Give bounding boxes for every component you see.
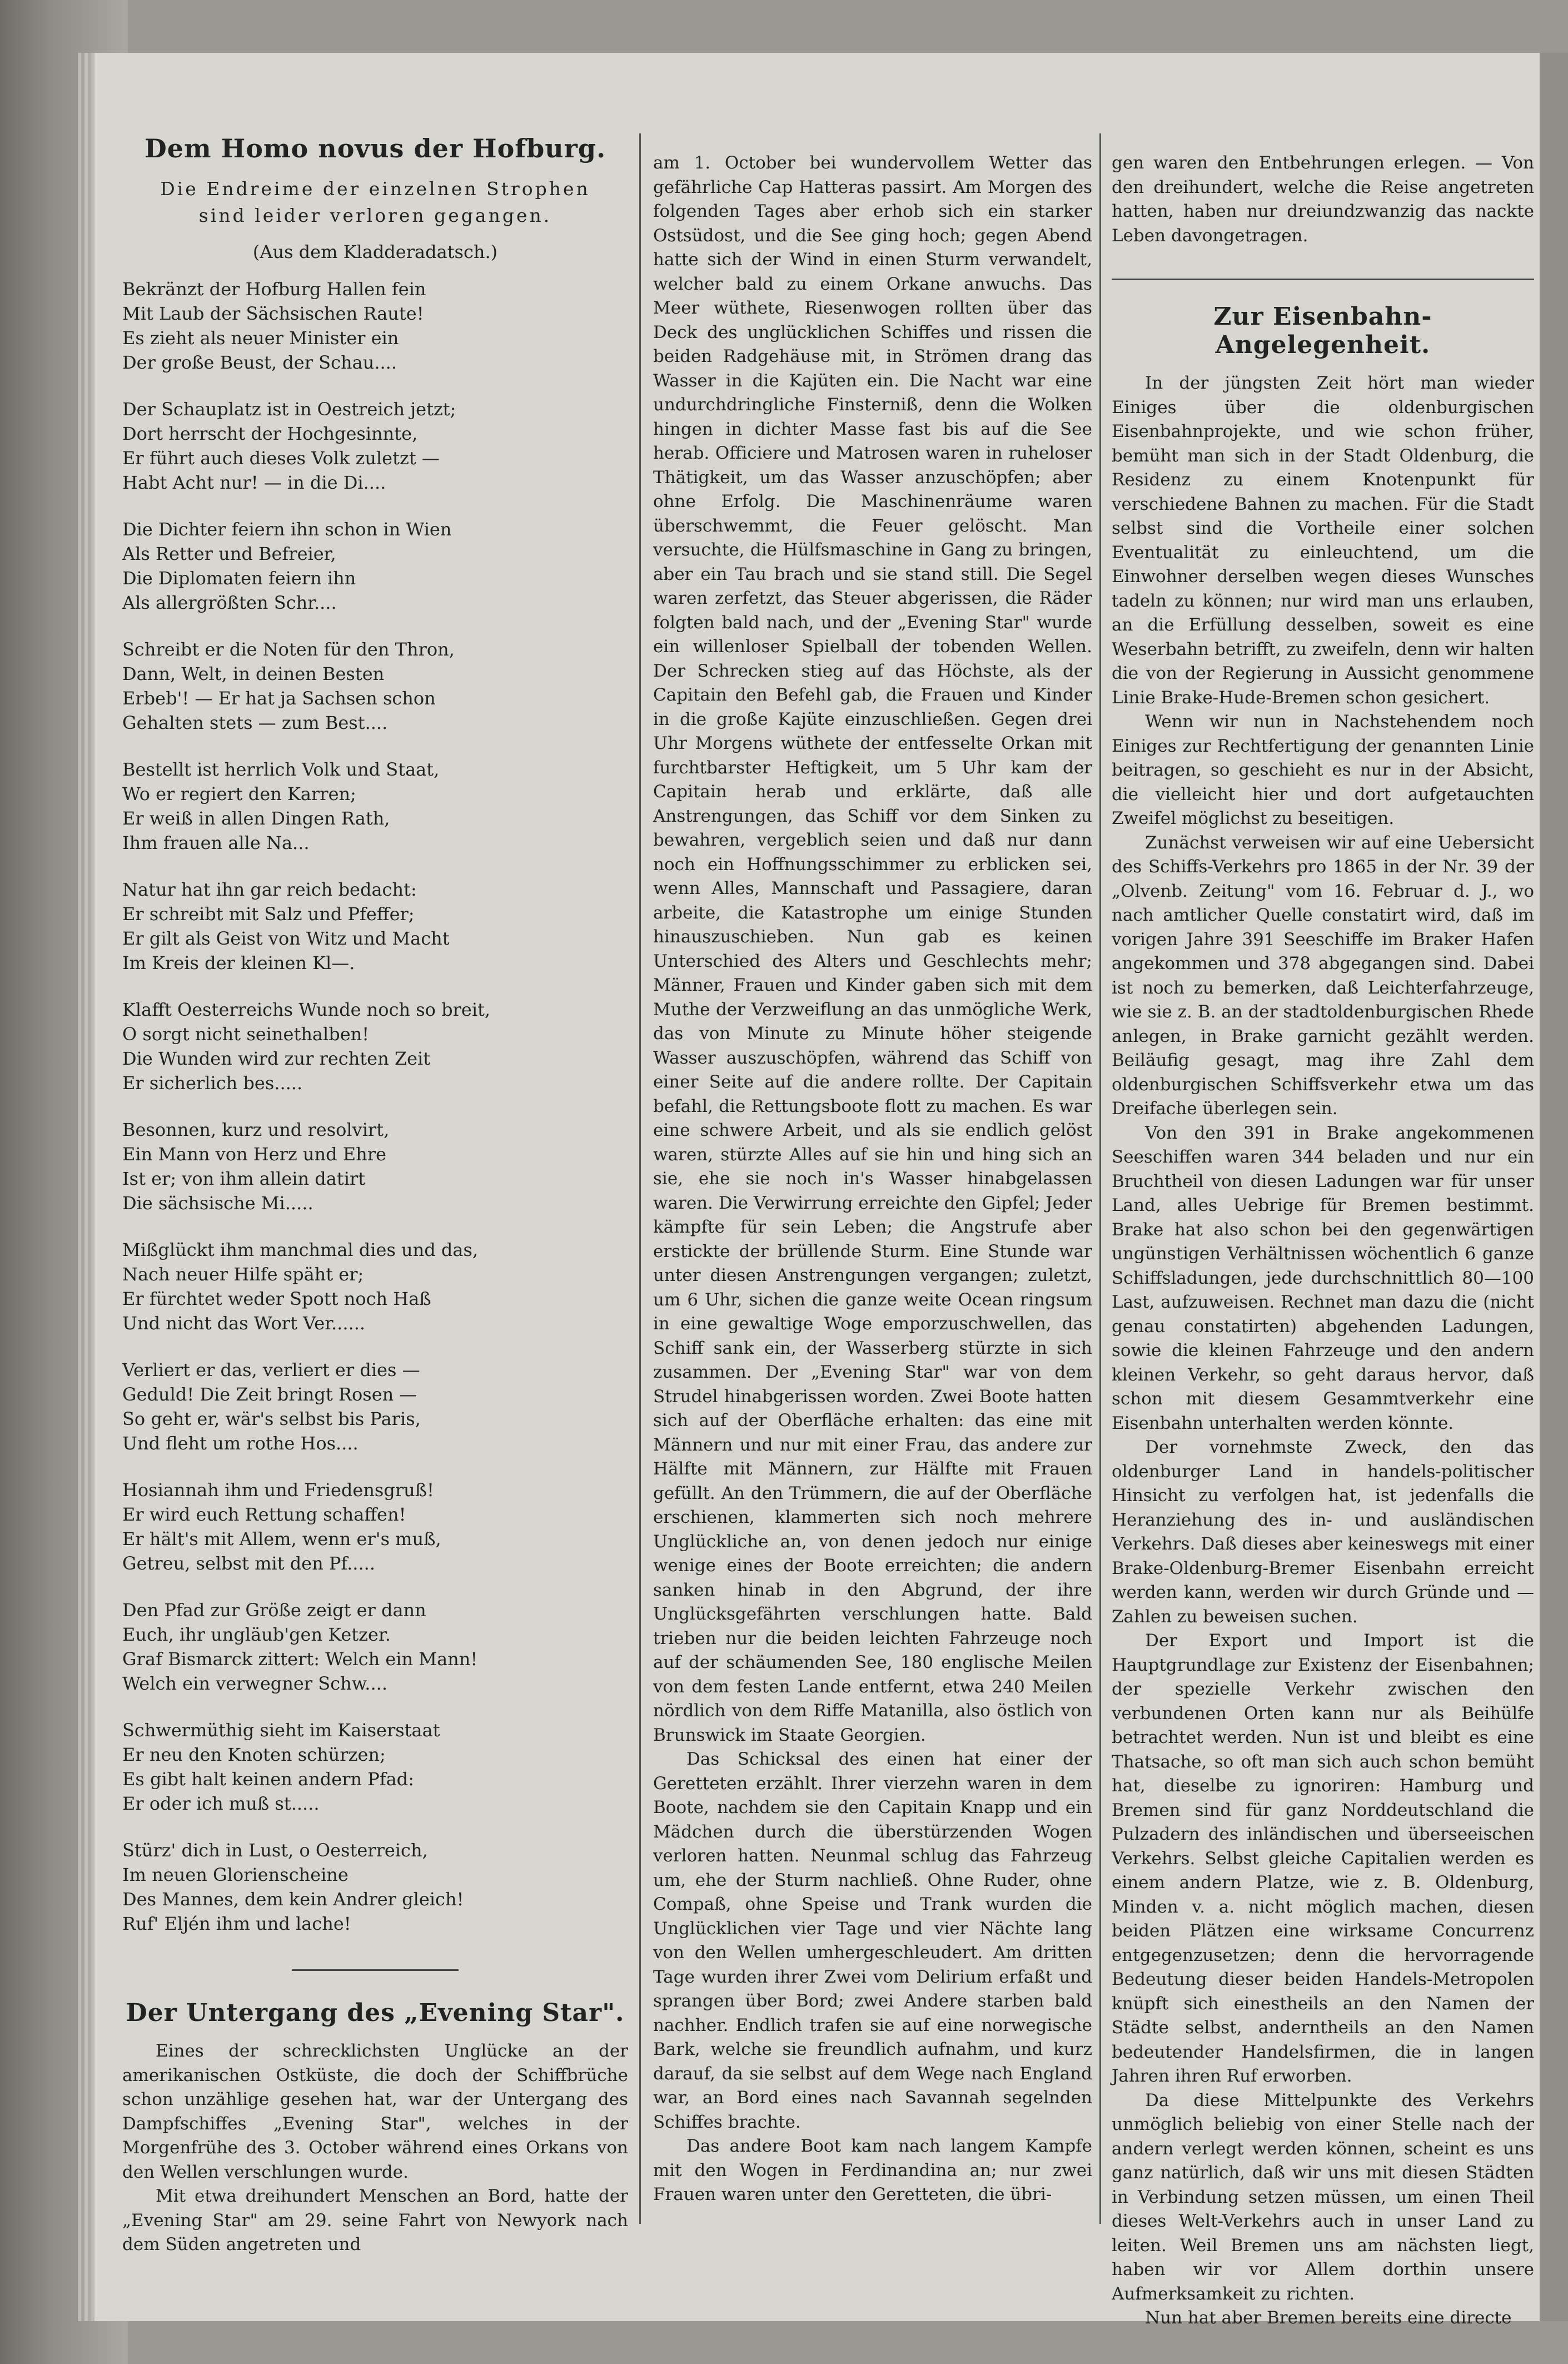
article-railway-para: Der vornehmste Zweck, den das oldenburger Land in handels-politischer Hinsicht zu verfolgen hat, ist jedenfalls die Heranziehung des in- und ausländischen Verkehrs. Daß dieses aber keineswegs mit einer Brake-Oldenburg-Bremer Eisenbahn erreicht werden kann, werden wir durch Gründe und — Zahlen zu beweisen suchen. — [1112, 1437, 1534, 1627]
poem-line: Die Dichter feiern ihn schon in Wien — [122, 519, 452, 540]
poem-stanza — [122, 1358, 628, 1456]
article-evening-star-title: Der Untergang des „Evening Star". — [126, 1999, 625, 2027]
article-evening-star-cont-1: am 1. October bei wundervollem Wetter das gefährliche Cap Hatteras passirt. Am Morgen des folgenden Tages aber erhob sich ein starker Ostsüdost, und die See ging hoch; gegen Abend hatte sich der Wind in einen Sturm verwandelt, welcher bald zu einem Orkane anwuchs. Das Meer wüthete, Riesenwogen rollten über das Deck des unglücklichen Schiffes und rissen die beiden Radgehäuse mit, in Strömen drang das Wasser in die Kajüten ein. Die Nacht war eine undurchdringliche Finsterniß, denn die Wolken hingen in dichter Masse fast bis auf die See herab. Officiere und Matrosen waren in ruheloser Thätigkeit, um das Wasser anzuschöpfen; aber ohne Erfolg. Die Maschinenräume waren überschwemmt, die Feuer gelöscht. Man versuchte, die Hülfsmaschine in Gang zu bringen, aber ein Tau brach und sie stand still. Die Segel waren zerfetzt, das Steuer abgerissen, die Räder folgten bald nach, und der „Evening Star" wurde ein willenloser Spielball der tobenden Wellen. Der Schrecken stieg auf das Höchste, als der Capitain den Befehl gab, die Frauen und Kinder in die große Kajüte einzuschließen. Gegen drei Uhr Morgens wüthete der entfesselte Orkan mit furchtbarster Heftigkeit, um 5 Uhr kam der Capitain herab und erklärte, daß alle Anstrengungen, das Schiff vor dem Sinken zu bewahren, vergeblich seien und daß nur dann noch ein Hoffnungsschimmer zu erblicken sei, wenn Alles, Mannschaft und Passagiere, daran arbeite, die Katastrophe um einige Stunden hinauszuschieben. Nun gab es keinen Unterschied des Alters und Geschlechts mehr; Männer, Frauen und Kinder gaben sich mit dem Muthe der Verzweiflung an das unmögliche Werk, das von Minute zu Minute höher steigende Wasser auszuschöpfen, während das Schiff von einer Seite auf die andere rollte. Der Capitain befahl, die Rettungsboote flott zu machen. Es war eine schwere Arbeit, und als sie endlich gelöst waren, stürzte Alles auf sie hin und hing sich an sie, ehe sie noch in's Wasser hinabgelassen waren. Die Verwirrung erreichte den Gipfel; Jeder kämpfte für sein Leben; die Angstrufe aber erstickte der brüllende Sturm. Eine Stunde war unter diesen Anstrengungen vergangen; zuletzt, um 6 Uhr, sichen die ganze weite Ocean ringsum in eine gewaltige Woge emporzuschwellen, das Schiff sank ein, der Wasserberg stürzte in sich zusammen. Der „Evening Star" war von dem Strudel hinabgerissen worden. Zwei Boote hatten sich auf der Oberfläche erhalten: das eine mit Männern und nur mit einer Frau, das andere zur Hälfte mit Männern, zur Hälfte mit Frauen gefüllt. An den Trümmern, die auf der Oberfläche erschienen, klammerten sich noch mehrere Unglückliche an, von denen jedoch nur einige wenige eines der Boote erreichten; die andern sanken hinab in den Abgrund, der ihre Unglücksgefährten verschlungen hatte. Bald trieben nur die beiden leichten Fahrzeuge noch auf der schäumenden See, 180 englische Meilen von dem festen Lande entfernt, etwa 240 Meilen nördlich von dem Riffe Matanilla, also östlich von Brunswick im Staate Georgien. — [653, 153, 1092, 1745]
poem-line: Mit Laub der Sächsischen Raute! — [122, 303, 424, 324]
poem-stanza — [122, 397, 628, 495]
poem-line: Natur hat ihn gar reich bedacht: — [122, 879, 417, 900]
poem-line: Graf Bismarck zittert: Welch ein Mann! — [122, 1648, 478, 1670]
poem-subtitle-line-1: Die Endreime der einzelnen Strophen — [160, 178, 590, 200]
poem-line: Schwermüthig sieht im Kaiserstaat — [122, 1720, 440, 1741]
poem-stanzas — [122, 277, 628, 1936]
poem-line: Dann, Welt, in deinen Besten — [122, 663, 385, 684]
column-rule-1 — [639, 133, 641, 2224]
poem-line: Welch ein verwegner Schw.... — [122, 1673, 387, 1694]
article-evening-star-para-2: Mit etwa dreihundert Menschen an Bord, hatte der „Evening Star" am 29. seine Fahrt von Newyork nach dem Süden angetreten und — [122, 2186, 628, 2254]
poem-stanza — [122, 757, 628, 855]
poem-line: Er gilt als Geist von Witz und Macht — [122, 928, 450, 949]
poem-line: Die Diplomaten feiern ihn — [122, 568, 356, 589]
article-railway-body — [1112, 371, 1534, 2331]
column-1 — [122, 100, 628, 2254]
column-rule-2 — [1099, 133, 1101, 2224]
poem-line: Nach neuer Hilfe späht er; — [122, 1264, 364, 1285]
poem-line: Als Retter und Befreier, — [122, 543, 336, 564]
poem-line: Er fürchtet weder Spott noch Haß — [122, 1288, 431, 1309]
poem-stanza — [122, 277, 628, 375]
poem-line: Er schreibt mit Salz und Pfeffer; — [122, 903, 415, 925]
poem-line: Im neuen Glorienscheine — [122, 1864, 349, 1885]
poem-line: Es zieht als neuer Minister ein — [122, 327, 399, 349]
article-railway-para: In der jüngsten Zeit hört man wieder Einiges über die oldenburgischen Eisenbahnprojekte, und wie schon früher, bemüht man sich in der Stadt Oldenburg, die Residenz zu einem Knotenpunkt für verschiedene Bahnen zu machen. Für die Stadt selbst sind die Vortheile einer solchen Eventualität zu einleuchtend, um die Einwohner derselben wegen dieses Wunsches tadeln zu können; nur wird man uns erlauben, an die Erfüllung desselben, soweit es eine Weserbahn betrifft, zu zweifeln, denn wir halten die von der Regierung in Aussicht genommene Linie Brake-Hude-Bremen schon gesichert. — [1112, 373, 1534, 708]
poem-stanza — [122, 1118, 628, 1215]
poem-line: Dort herrscht der Hochgesinnte, — [122, 423, 418, 444]
poem-line: Die sächsische Mi..... — [122, 1193, 313, 1214]
poem-line: Habt Acht nur! — in die Di.... — [122, 472, 386, 493]
section-rule — [1112, 279, 1534, 280]
poem-stanza — [122, 997, 628, 1095]
poem-stanza — [122, 517, 628, 615]
article-evening-star-cont-2: Das Schicksal des einen hat einer der Geretteten erzählt. Ihrer vierzehn waren in dem Boote, nachdem sie den Capitain Knapp und ein Mädchen durch die überstürzenden Wogen verloren hatten. Neunmal schlug das Fahrzeug um, ehe der Sturm nachließ. Ohne Ruder, ohne Compaß, ohne Speise und Trank wurden die Unglücklichen vier Tage und vier Nächte lang von den Wellen umhergeschleudert. Am dritten Tage wurden ihrer Zwei vom Delirium erfaßt und sprangen über Bord; zwei Andere starben bald nachher. Endlich trafen sie auf eine norwegische Bark, welche sie freundlich aufnahm, und kurz darauf, da sie selbst auf dem Wege nach England war, an Bord eines nach Savannah segelnden Schiffes brachte. — [653, 1749, 1092, 2132]
poem-line: Er oder ich muß st..... — [122, 1793, 320, 1814]
poem-line: So geht er, wär's selbst bis Paris, — [122, 1408, 421, 1429]
poem-line: Er hält's mit Allem, wenn er's muß, — [122, 1528, 441, 1549]
poem-line: Im Kreis der kleinen Kl—. — [122, 952, 355, 974]
article-railway-title: Zur Eisenbahn-Angelegenheit. — [1213, 302, 1432, 359]
article-railway-para: Nun hat aber Bremen bereits eine directe — [1145, 2308, 1512, 2328]
poem-line: Er neu den Knoten schürzen; — [122, 1744, 386, 1765]
poem-line: Die Wunden wird zur rechten Zeit — [122, 1048, 431, 1069]
poem-line: Schreibt er die Noten für den Thron, — [122, 639, 455, 660]
poem-line: Es gibt halt keinen andern Pfad: — [122, 1769, 414, 1790]
poem-line: Und nicht das Wort Ver...... — [122, 1313, 366, 1334]
poem-line: Gehalten stets — zum Best.... — [122, 712, 388, 733]
poem-line: Und fleht um rothe Hos.... — [122, 1433, 359, 1454]
poem-line: Erbeb'! — Er hat ja Sachsen schon — [122, 688, 436, 709]
poem-line: Des Mannes, dem kein Andrer gleich! — [122, 1889, 464, 1910]
column-3 — [1112, 100, 1534, 2328]
poem-stanza — [122, 1838, 628, 1936]
poem-subtitle-line-2: sind leider verloren gegangen. — [198, 205, 552, 226]
poem-line: Ist er; von ihm allein datirt — [122, 1168, 366, 1189]
poem-line: Klafft Oesterreichs Wunde noch so breit, — [122, 999, 491, 1020]
poem-line: Verliert er das, verliert er dies — — [122, 1359, 420, 1380]
poem-line: Der große Beust, der Schau.... — [122, 352, 397, 373]
poem-source: (Aus dem Kladderadatsch.) — [252, 241, 498, 262]
poem-stanza — [122, 1238, 628, 1335]
poem-line: Ihm frauen alle Na... — [122, 832, 310, 853]
poem-line: Er sicherlich bes..... — [122, 1072, 303, 1094]
poem-stanza — [122, 1478, 628, 1576]
poem-line: Er wird euch Rettung schaffen! — [122, 1504, 406, 1525]
article-evening-star-cont-3: Das andere Boot kam nach langem Kampfe mit den Wogen in Ferdinandina an; nur zwei Frauen waren unter den Geretteten, die übri- — [653, 2136, 1092, 2204]
poem-line: Als allergrößten Schr.... — [122, 592, 337, 613]
article-evening-star-end: gen waren den Entbehrungen erlegen. — Von den dreihundert, welche die Reise angetreten hatten, haben nur dreiundzwanzig das nackte Leben davongetragen. — [1112, 153, 1534, 246]
poem-line: Mißglückt ihm manchmal dies und das, — [122, 1239, 479, 1260]
article-evening-star-para-1: Eines der schrecklichsten Unglücke an der amerikanischen Ostküste, die doch der Schiffbrüche schon unzählige gesehen hat, war der Untergang des Dampfschiffes „Evening Star", welches in der Morgenfrühe des 3. October während eines Orkans von den Wellen verschlungen wurde. — [122, 2041, 628, 2182]
poem-line: O sorgt nicht seinethalben! — [122, 1024, 370, 1045]
poem-line: Bestellt ist herrlich Volk und Staat, — [122, 759, 440, 780]
poem-line: Geduld! Die Zeit bringt Rosen — — [122, 1384, 417, 1405]
poem-line: Euch, ihr ungläub'gen Ketzer. — [122, 1624, 391, 1645]
poem-line: Hosiannah ihm und Friedensgruß! — [122, 1479, 434, 1501]
poem-line: Stürz' dich in Lust, o Oesterreich, — [122, 1840, 428, 1861]
column-2 — [653, 100, 1092, 2229]
poem-stanza — [122, 1598, 628, 1696]
article-railway-para: Da diese Mittelpunkte des Verkehrs unmöglich beliebig von einer Stelle nach der andern verlegt werden können, scheint es uns ganz natürlich, daß wir uns mit diesen Städten in Verbindung setzen müssen, um einen Theil dieses Welt-Verkehrs auch in unser Land zu leiten. Weil Bremen uns am nächsten liegt, haben wir vor Allem dorthin unsere Aufmerksamkeit zu richten. — [1112, 2090, 1534, 2304]
article-railway-para: Wenn wir nun in Nachstehendem noch Einiges zur Rechtfertigung der genannten Linie beitragen, so geschieht es nur in der Absicht, die vielleicht hier und dort aufgetauchten Zweifel möglichst zu beseitigen. — [1112, 712, 1534, 828]
section-separator — [292, 1969, 459, 1971]
poem-stanza — [122, 877, 628, 975]
poem-line: Besonnen, kurz und resolvirt, — [122, 1119, 390, 1140]
article-railway-para: Zunächst verweisen wir auf eine Uebersicht des Schiffs-Verkehrs pro 1865 in der Nr. 39 der „Olvenb. Zeitung" vom 16. Februar d. J., wo nach amtlicher Quelle constatirt wird, daß im vorigen Jahre 391 Seeschiffe im Braker Hafen angekommen und 378 abgegangen sind. Dabei ist noch zu bemerken, daß Leichterfahrzeuge, wie sie z. B. an der stadtoldenburgischen Rhede anlegen, in Brake garnicht gezählt werden. Beiläufig gesagt, mag ihre Zahl dem oldenburgischen Schiffsverkehr etwa um das Dreifache überlegen sein. — [1112, 832, 1534, 1119]
article-railway-para: Der Export und Import ist die Hauptgrundlage zur Existenz der Eisenbahnen; der spezielle Verkehr zwischen den verbundenen Orten kann nur als Beihülfe betrachtet werden. Nun ist und bleibt es eine Thatsache, so oft man sich auch schon bemüht hat, dieselbe zu ignoriren: Hamburg und Bremen sind für ganz Norddeutschland die Pulzadern des inländischen und überseeischen Verkehrs. Selbst gleiche Capitalien werden es einem andern Platze, wie z. B. Oldenburg, Minden v. a. nicht möglich machen, diesen beiden Plätzen eine wirksame Concurrenz entgegenzusetzen; denn die hervorragende Bedeutung dieser beiden Handels-Metropolen knüpft sich einestheils an den Namen der Städte selbst, anderntheils an den Namen bedeutender Handelsfirmen, die in langen Jahren ihren Ruf erworben. — [1112, 1631, 1534, 2086]
poem-line: Er führt auch dieses Volk zuletzt — — [122, 448, 440, 469]
poem-line: Der Schauplatz ist in Oestreich jetzt; — [122, 399, 456, 420]
poem-line: Ein Mann von Herz und Ehre — [122, 1144, 386, 1165]
page-gutter — [1540, 53, 1568, 2321]
poem-title: Dem Homo novus der Hofburg. — [144, 133, 606, 163]
poem-line: Er weiß in allen Dingen Rath, — [122, 808, 390, 829]
poem-line: Wo er regiert den Karren; — [122, 783, 356, 804]
poem-line: Getreu, selbst mit den Pf..... — [122, 1553, 375, 1574]
poem-stanza — [122, 1718, 628, 1816]
poem-stanza — [122, 637, 628, 735]
poem-line: Den Pfad zur Größe zeigt er dann — [122, 1600, 426, 1621]
article-railway-para: Von den 391 in Brake angekommenen Seeschiffen waren 344 beladen und nur ein Bruchtheil von diesen Ladungen war für unser Land, alles Uebrige für Bremen bestimmt. Brake hat also schon bei den gegenwärtigen ungünstigen Verhältnissen wöchentlich 6 ganze Schiffsladungen, jede durchschnittlich 80—100 Last, aufzuweisen. Rechnet man dazu die (nicht genau constatirten) abgehenden Ladungen, sowie die kleinen Fahrzeuge und den andern kleinen Verkehr, so geht daraus hervor, daß schon mit diesem Gesammtverkehr eine Eisenbahn unterhalten werden könnte. — [1112, 1123, 1534, 1433]
poem-line: Ruf' Eljén ihm und lache! — [122, 1913, 351, 1934]
poem-line: Bekränzt der Hofburg Hallen fein — [122, 279, 426, 300]
